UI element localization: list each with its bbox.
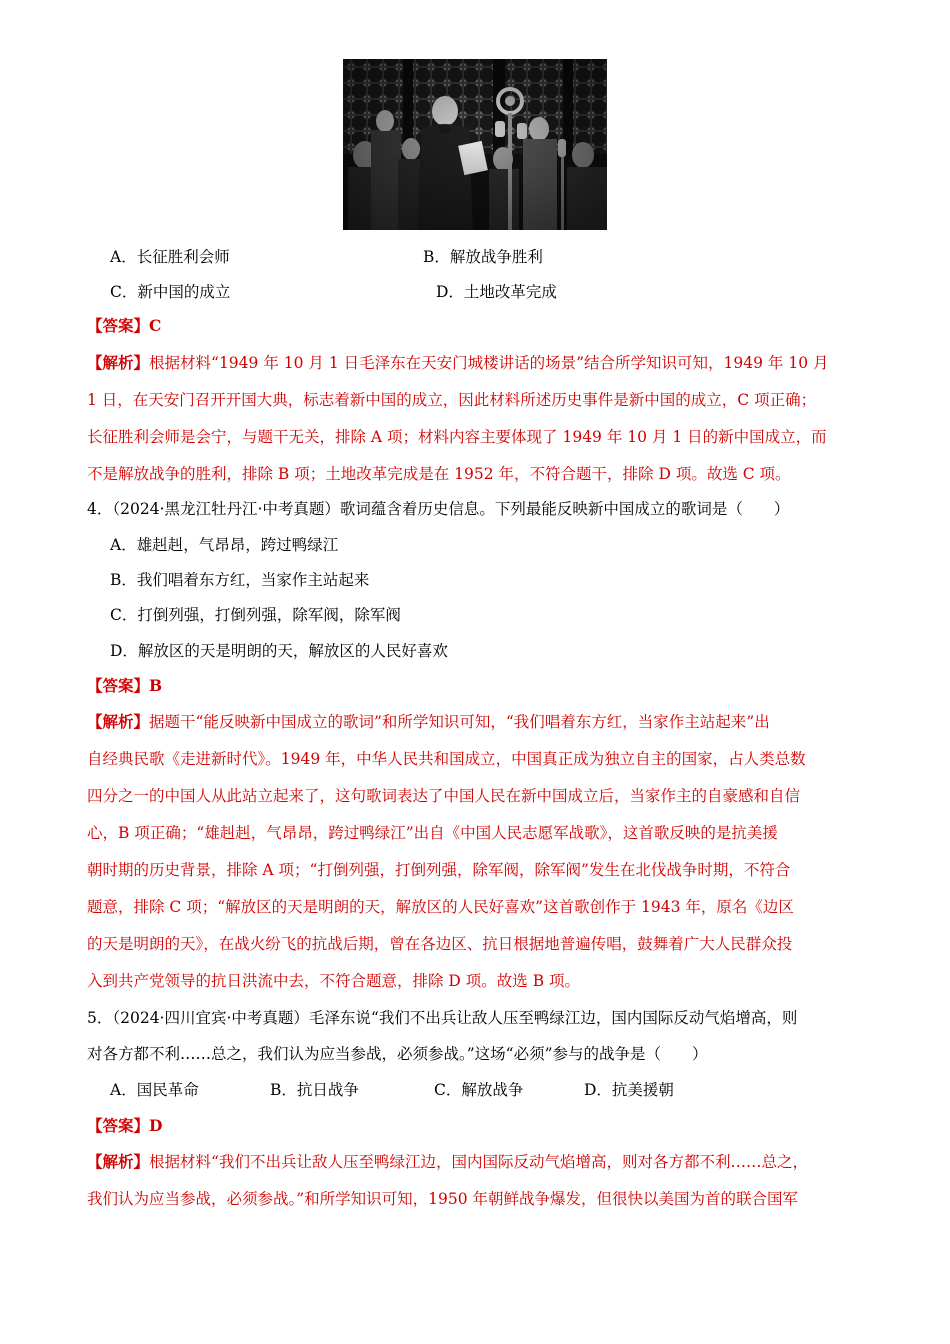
q4-option-d: D．解放区的天是明朗的天，解放区的人民好喜欢 [110,642,448,660]
q4-analysis-line: 题意，排除 C 项；“解放区的天是明朗的天，解放区的人民好喜欢”这首歌创作于 1943 年，原名《边区 [87,898,794,916]
q4-analysis-line: 朝时期的历史背景，排除 A 项；“打倒列强，打倒列强，除军阀，除军阀”发生在北伐战争时期，不符合 [87,861,791,879]
q4-option-b: B．我们唱着东方红，当家作主站起来 [110,571,370,589]
q5-option-b: B．抗日战争 [270,1081,359,1099]
q3-option-c: C．新中国的成立 [110,283,231,301]
q3-analysis-line: 长征胜利会师是会宁，与题干无关，排除 A 项；材料内容主要体现了 1949 年 10 月 1 日的新中国成立，而 [87,428,827,446]
q3-option-d: D．土地改革完成 [436,283,557,301]
q4-analysis-text: 据题干“能反映新中国成立的歌词”和所学知识可知，“我们唱着东方红，当家作主站起来”出 [149,713,770,731]
q3-option-a: A．长征胜利会师 [110,248,230,266]
q3-option-b: B．解放战争胜利 [423,248,543,266]
q5-option-c: C．解放战争 [434,1081,524,1099]
q4-analysis-line: 入到共产党领导的抗日洪流中去，不符合题意，排除 D 项。故选 B 项。 [87,972,581,990]
q5-answer: 【答案】D [87,1116,163,1135]
q3-analysis-line: 1 日，在天安门召开开国大典，标志着新中国的成立，因此材料所述历史事件是新中国的成立，C 项正确； [87,391,817,409]
q4-option-c: C．打倒列强，打倒列强，除军阀，除军阀 [110,606,401,624]
q4-answer: 【答案】B [87,676,163,695]
q5-option-d: D．抗美援朝 [584,1081,674,1099]
q3-analysis-line: 不是解放战争的胜利，排除 B 项；土地改革完成是在 1952 年，不符合题干，排除 D 项。故选 C 项。 [87,465,791,483]
q4-option-a: A．雄赳赳，气昂昂，跨过鸭绿江 [110,536,339,554]
q5-analysis-label: 【解析】 [87,1152,150,1171]
q3-answer: 【答案】C [87,316,162,335]
q3-analysis-line [87,352,867,374]
q3-analysis-text: 根据材料“1949 年 10 月 1 日毛泽东在天安门城楼讲话的场景”结合所学知识可知，1949 年 10 月 [149,354,829,372]
q4-analysis-label: 【解析】 [87,712,150,731]
q4-analysis-line [87,711,867,733]
q5-analysis-text: 根据材料“我们不出兵让敌人压至鸭绿江边，国内国际反动气焰增高，则对各方都不利……总之， [149,1153,808,1171]
q4-analysis-line: 心，B 项正确；“雄赳赳，气昂昂，跨过鸭绿江”出自《中国人民志愿军战歌》，这首歌反映的是抗美援 [87,824,778,842]
q5-stem-line: 5．（2024·四川宜宾·中考真题）毛泽东说“我们不出兵让敌人压至鸭绿江边，国内国际反动气焰增高，则 [87,1009,798,1027]
q5-analysis-line: 我们认为应当参战，必须参战。”和所学知识可知，1950 年朝鲜战争爆发，但很快以美国为首的联合国军 [87,1190,799,1208]
q3-analysis-label: 【解析】 [87,353,150,372]
q5-analysis-line [87,1151,867,1173]
q5-option-a: A．国民革命 [110,1081,199,1099]
q4-analysis-line: 的天是明朗的天》，在战火纷飞的抗战后期，曾在各边区、抗日根据地普遍传唱，鼓舞着广大人民群众投 [87,935,793,953]
q4-analysis-line: 自经典民歌《走进新时代》。1949 年，中华人民共和国成立，中国真正成为独立自主的国家，占人类总数 [87,750,806,768]
q4-analysis-line: 四分之一的中国人从此站立起来了，这句歌词表达了中国人民在新中国成立后，当家作主的自豪感和自信 [87,787,801,805]
historical-photo [343,59,607,230]
q5-stem-line: 对各方都不利……总之，我们认为应当参战，必须参战。”这场“必须”参与的战争是（ ） [87,1045,708,1063]
q4-stem: 4．（2024·黑龙江牡丹江·中考真题）歌词蕴含着历史信息。下列最能反映新中国成立的歌词是（ ） [87,500,790,518]
